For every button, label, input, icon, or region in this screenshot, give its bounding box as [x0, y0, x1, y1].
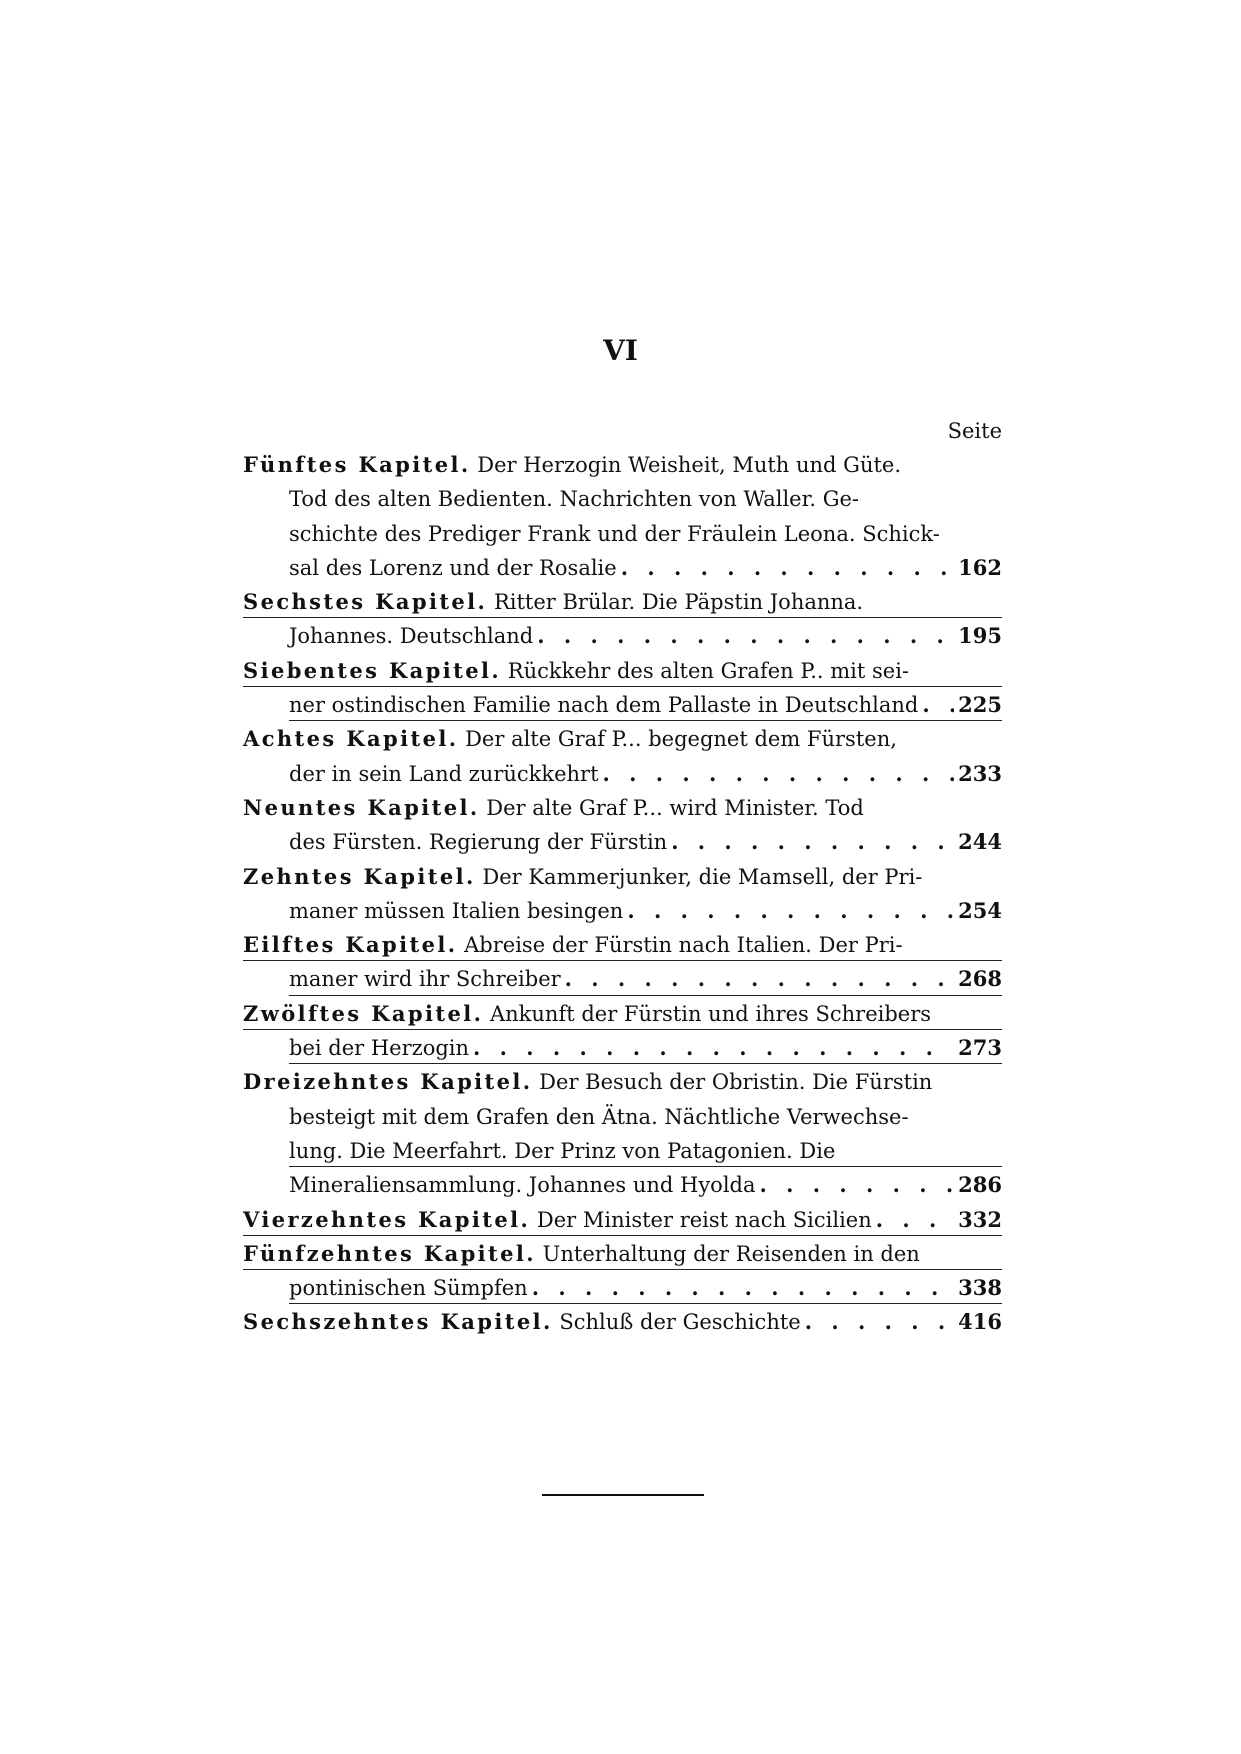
toc-line [243, 551, 1002, 585]
toc-line [243, 894, 1002, 928]
toc-entry-text: Fünftes Kapitel. Der Herzogin Weisheit, Muth und Güte. [243, 452, 902, 477]
dot-leader [760, 1168, 954, 1202]
dot-leader [565, 962, 954, 996]
toc-entry-text: der in sein Land zurückkehrt [289, 761, 599, 786]
chapter-heading: Fünfzehntes Kapitel. [243, 1240, 536, 1266]
toc-entry-text: Achtes Kapitel. Der alte Graf P... begegnet dem Fürsten, [243, 726, 897, 752]
dot-leader [671, 825, 954, 859]
toc-entry-text: Johannes. Deutschland [289, 624, 534, 649]
toc-line [243, 1065, 1002, 1099]
dot-leader [922, 688, 954, 722]
toc-line [243, 448, 1002, 482]
toc-line [243, 757, 1002, 791]
toc-entry-text: Vierzehntes Kapitel. Der Minister reist nach Sicilien [243, 1206, 872, 1232]
toc-page-number: 286 [958, 1172, 1002, 1198]
toc-entry-text: schichte des Prediger Frank und der Fräulein Leona. Schick- [289, 521, 940, 546]
chapter-heading: Sechstes Kapitel. [243, 589, 488, 615]
toc-entry-text: Sechszehntes Kapitel. Schluß der Geschichte [243, 1309, 801, 1335]
toc-page-number: 332 [958, 1206, 1002, 1232]
toc-page-number: 254 [958, 897, 1002, 923]
toc-entry-text: bei der Herzogin [289, 1036, 470, 1061]
toc-line [243, 1134, 1002, 1168]
toc-line [243, 585, 1002, 619]
toc-line [243, 825, 1002, 859]
toc-entry-text: Sechstes Kapitel. Ritter Brülar. Die Päpstin Johanna. [243, 589, 864, 615]
chapter-heading: Dreizehntes Kapitel. [243, 1069, 533, 1095]
dot-leader [473, 1031, 954, 1065]
toc-entry-text: lung. Die Meerfahrt. Der Prinz von Patagonien. Die [289, 1138, 836, 1163]
toc-entry-text: Zwölftes Kapitel. Ankunft der Fürstin und ihres Schreibers [243, 1000, 932, 1026]
toc-line [243, 619, 1002, 653]
toc-line [243, 1100, 1002, 1134]
toc-entry-text: maner wird ihr Schreiber [289, 967, 561, 992]
dot-leader [627, 894, 954, 928]
toc-line [243, 962, 1002, 996]
page-number: VI [603, 334, 638, 367]
chapter-heading: Sechszehntes Kapitel. [243, 1309, 553, 1335]
toc-entry-text: Zehntes Kapitel. Der Kammerjunker, die Mamsell, der Pri- [243, 863, 923, 889]
toc-line [243, 517, 1002, 551]
toc-entry-text: Dreizehntes Kapitel. Der Besuch der Obristin. Die Fürstin [243, 1069, 933, 1095]
toc-page-number: 416 [958, 1309, 1002, 1335]
toc-entry-text: Fünfzehntes Kapitel. Unterhaltung der Reisenden in den [243, 1240, 920, 1266]
chapter-heading: Zehntes Kapitel. [243, 863, 476, 889]
toc-entry-text: Siebentes Kapitel. Rückkehr des alten Grafen P.. mit sei- [243, 657, 910, 683]
toc-page-number: 233 [958, 760, 1002, 786]
chapter-heading: Fünftes Kapitel. [243, 452, 471, 477]
toc-entry-text: maner müssen Italien besingen [289, 898, 624, 923]
table-of-contents [243, 448, 1002, 1340]
toc-entry-text: ner ostindischen Familie nach dem Pallaste in Deutschland [289, 693, 919, 718]
toc-page-number: 268 [958, 966, 1002, 992]
toc-page-number: 225 [958, 692, 1002, 718]
toc-page-number: 162 [958, 554, 1002, 580]
toc-page-number: 244 [958, 829, 1002, 855]
toc-entry-text: des Fürsten. Regierung der Fürstin [289, 830, 668, 855]
toc-page-number: 195 [958, 623, 1002, 649]
dot-leader [621, 551, 954, 585]
toc-line [243, 1168, 1002, 1202]
end-rule [542, 1494, 704, 1496]
toc-entry-text: pontinischen Sümpfen [289, 1276, 528, 1301]
chapter-heading: Vierzehntes Kapitel. [243, 1206, 531, 1232]
dot-leader [876, 1203, 954, 1237]
toc-entry-text: sal des Lorenz und der Rosalie [289, 555, 617, 580]
toc-line [243, 860, 1002, 894]
toc-line [243, 1237, 1002, 1271]
toc-line [243, 1031, 1002, 1065]
chapter-heading: Siebentes Kapitel. [243, 657, 502, 683]
dot-leader [805, 1305, 954, 1339]
toc-line [243, 791, 1002, 825]
toc-entry-text: Eilftes Kapitel. Abreise der Fürstin nach Italien. Der Pri- [243, 932, 903, 958]
toc-line [243, 722, 1002, 756]
toc-line [243, 1305, 1002, 1339]
toc-line [243, 1271, 1002, 1305]
toc-line [243, 997, 1002, 1031]
toc-entry-text: Mineraliensammlung. Johannes und Hyolda [289, 1173, 756, 1198]
chapter-heading: Eilftes Kapitel. [243, 932, 458, 958]
toc-line [243, 482, 1002, 516]
chapter-heading: Zwölftes Kapitel. [243, 1000, 484, 1026]
toc-page-number: 338 [958, 1275, 1002, 1301]
dot-leader [537, 619, 954, 653]
toc-line [243, 928, 1002, 962]
seite-column-label: Seite [947, 419, 1002, 443]
dot-leader [603, 757, 954, 791]
toc-page-number: 273 [958, 1035, 1002, 1061]
toc-line [243, 654, 1002, 688]
toc-entry-text: besteigt mit dem Grafen den Ätna. Nächtliche Verwechse- [289, 1104, 909, 1129]
dot-leader [532, 1271, 954, 1305]
chapter-heading: Achtes Kapitel. [243, 726, 459, 752]
chapter-heading: Neuntes Kapitel. [243, 794, 480, 820]
toc-entry-text: Tod des alten Bedienten. Nachrichten von Waller. Ge- [289, 487, 859, 512]
toc-entry-text: Neuntes Kapitel. Der alte Graf P... wird Minister. Tod [243, 794, 864, 820]
toc-line [243, 688, 1002, 722]
toc-line [243, 1203, 1002, 1237]
